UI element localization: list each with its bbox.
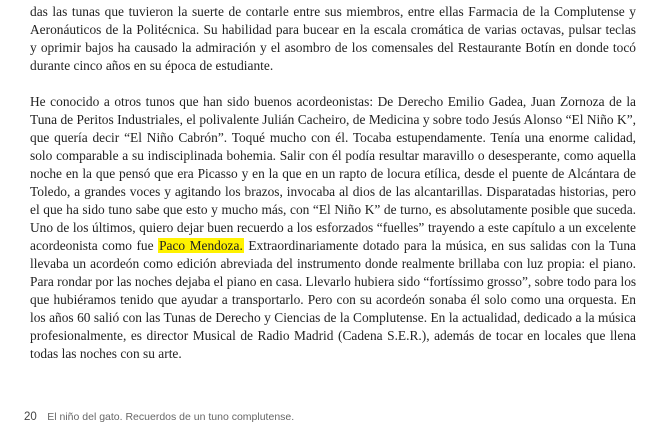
running-footer-title: El niño del gato. Recuerdos de un tuno complutense. [47, 411, 295, 423]
text-line: los años 60 salió con las Tunas de Derecho y Ciencias de la Complutense. En la actualidad, dedicado a la música [30, 310, 636, 325]
text-line: das las tunas que tuvieron la suerte de contarle entre sus miembros, entre ellas Farmacia de la Complutense y [30, 4, 636, 19]
text-line: He conocido a otros tunos que han sido buenos acordeonistas: De Derecho Emilio Gadea, Juan Zornoza de la [30, 94, 636, 109]
text-line: Aeronáuticos de la Politécnica. Su habilidad para bucear en la escala cromática de varias octavas, pulsar teclas [30, 22, 636, 37]
text-line: solo comparable a su indisciplinada bohemia. Salir con él podía resultar maravillo o desesperante, como aquella [30, 148, 636, 163]
text-line: llevaba un acordeón como edición abreviada del instrumento donde realmente brillaba con luz propia: el piano. [30, 256, 636, 271]
text-line: Toledo, a grandes voces y agitando los brazos, invocaba al dios de las alcantarillas. Disparatadas historias, pero [30, 184, 636, 199]
text-line: Para rondar por las noches dejaba el piano en casa. Llevarlo hubiera sido “fortíssimo grosso”, sobre todo para los [30, 274, 637, 289]
text-after-highlight: Extraordinariamente dotado para la música, en sus salidas con la Tuna [243, 238, 636, 253]
text-line-highlighted [30, 237, 636, 255]
page-footer [24, 407, 294, 425]
text-line: Tuna de Peritos Industriales, el polivalente Julián Cacheiro, de Medicina y sobre todo Jesús Alonso “El Niño K”, [30, 112, 636, 127]
text-line: profesionalmente, es director Musical de Radio Madrid (Cadena S.E.R.), además de tocar en locales que llena [30, 328, 636, 343]
text-line: noche en la que pensó que era Picasso y en la que en un rapto de locura etílica, desde el puente de Alcántara de [30, 166, 636, 181]
text-line: Uno de los últimos, quiero dejar buen recuerdo a los esforzados “fuelles” trayendo a este capítulo a un excelente [30, 220, 636, 235]
text-line: el que ha sido tuno sabe que esto y mucho más, con “El Niño K” de turno, es absolutamente posible que suceda. [30, 202, 636, 217]
text-before-highlight: acordeonista como fue [30, 238, 159, 253]
text-line: todas las noches con su arte. [30, 346, 182, 361]
text-line: que quería decir “El Niño Cabrón”. Toqué mucho con él. Tocaba estupendamente. Tenía una enorme calidad, [30, 130, 636, 145]
text-line: y oprimir bajos ha causado la admiración y el asombro de los comensales del Restaurante Botín en donde tocó [30, 40, 636, 55]
page-number: 20 [24, 411, 37, 423]
text-line: durante cinco años en su época de estudiante. [30, 58, 274, 73]
highlighted-name: Paco Mendoza. [159, 238, 243, 253]
text-line: que hubiéramos tenido que ayudar a transportarlo. Pero con su acordeón sonaba él solo como una orquesta. En [30, 292, 636, 307]
